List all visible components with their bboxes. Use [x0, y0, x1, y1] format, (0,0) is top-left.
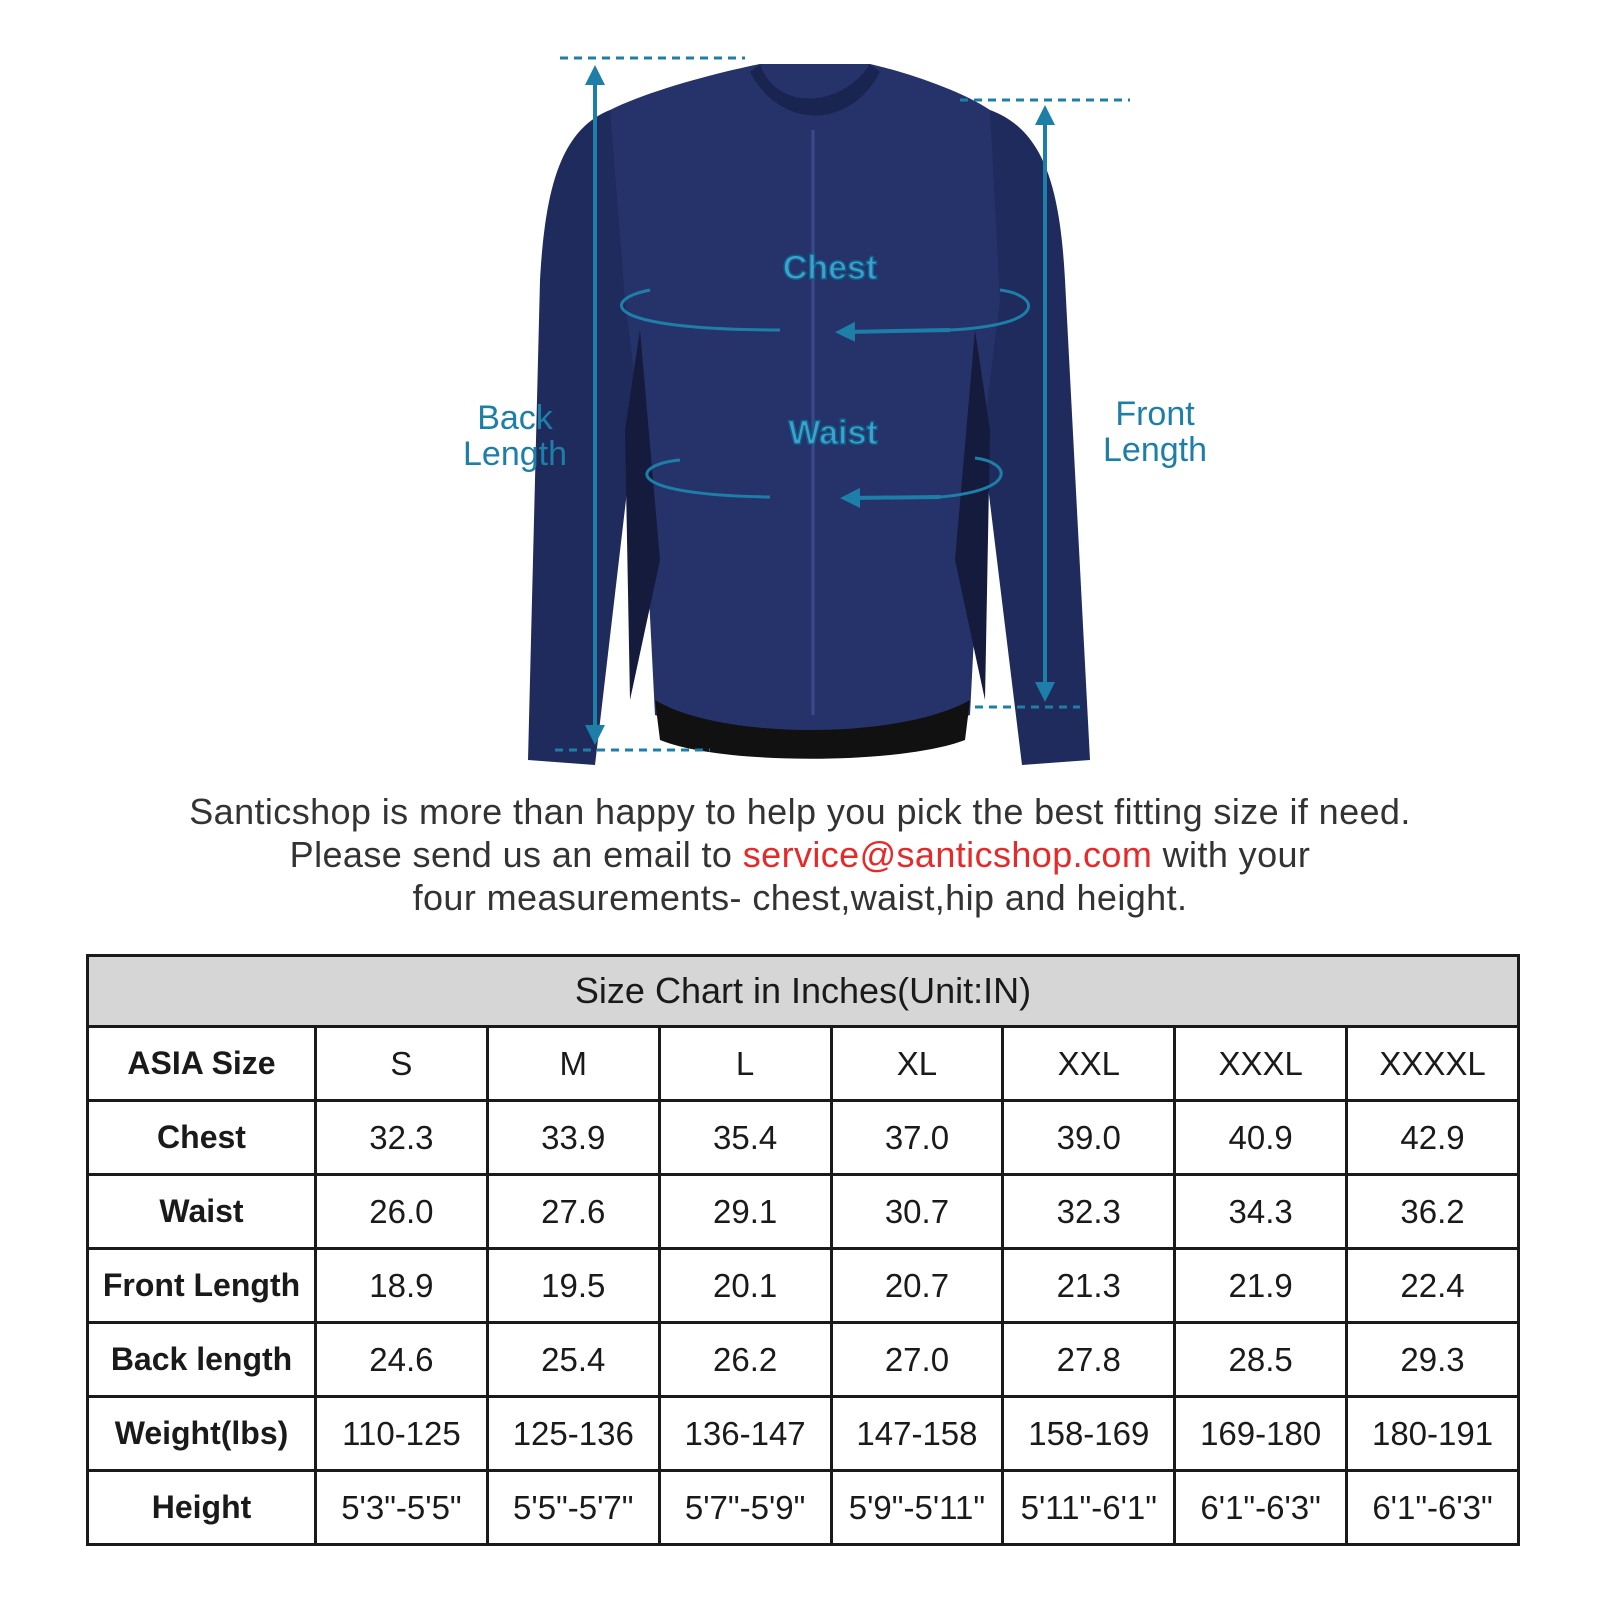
waist-label: Waist [788, 414, 878, 452]
help-message [0, 790, 1600, 919]
table-cell: 39.0 [1003, 1101, 1175, 1175]
help-message-line-2-start: Please send us an email to [289, 834, 743, 875]
table-cell: 33.9 [487, 1101, 659, 1175]
table-cell: 42.9 [1347, 1101, 1519, 1175]
front-length-label: Front Length [1103, 395, 1207, 469]
table-cell: 25.4 [487, 1323, 659, 1397]
table-cell: 180-191 [1347, 1397, 1519, 1471]
row-label: Back length [88, 1323, 316, 1397]
table-cell: 27.6 [487, 1175, 659, 1249]
row-label: Height [88, 1471, 316, 1545]
table-cell: 26.0 [316, 1175, 488, 1249]
table-cell: 29.1 [659, 1175, 831, 1249]
table-cell: 24.6 [316, 1323, 488, 1397]
table-cell: 169-180 [1175, 1397, 1347, 1471]
size-header-label: ASIA Size [88, 1027, 316, 1101]
table-cell: 32.3 [1003, 1175, 1175, 1249]
size-header-xxl: XXL [1003, 1027, 1175, 1101]
table-cell: 32.3 [316, 1101, 488, 1175]
table-cell: 37.0 [831, 1101, 1003, 1175]
table-cell: 5'3"-5'5" [316, 1471, 488, 1545]
table-cell: 147-158 [831, 1397, 1003, 1471]
size-table-body [88, 1101, 1519, 1545]
table-cell: 34.3 [1175, 1175, 1347, 1249]
row-label: Weight(lbs) [88, 1397, 316, 1471]
back-length-label: Back Length [463, 399, 567, 473]
table-cell: 158-169 [1003, 1397, 1175, 1471]
size-header-row [88, 1027, 1519, 1101]
table-row [88, 1101, 1519, 1175]
row-label: Front Length [88, 1249, 316, 1323]
table-cell: 36.2 [1347, 1175, 1519, 1249]
table-row [88, 1323, 1519, 1397]
table-cell: 40.9 [1175, 1101, 1347, 1175]
table-cell: 20.7 [831, 1249, 1003, 1323]
table-cell: 35.4 [659, 1101, 831, 1175]
table-cell: 125-136 [487, 1397, 659, 1471]
table-cell: 136-147 [659, 1397, 831, 1471]
size-chart-table [86, 954, 1520, 1546]
size-header-xxxl: XXXL [1175, 1027, 1347, 1101]
service-email-link[interactable]: service@santicshop.com [742, 834, 1153, 875]
table-cell: 30.7 [831, 1175, 1003, 1249]
table-cell: 110-125 [316, 1397, 488, 1471]
table-cell: 5'7"-5'9" [659, 1471, 831, 1545]
help-message-line-1: Santicshop is more than happy to help you pick the best fitting size if need. [189, 791, 1411, 832]
size-header-l: L [659, 1027, 831, 1101]
table-cell: 5'5"-5'7" [487, 1471, 659, 1545]
table-row [88, 1397, 1519, 1471]
chest-label: Chest [782, 249, 878, 287]
table-cell: 28.5 [1175, 1323, 1347, 1397]
size-header-xl: XL [831, 1027, 1003, 1101]
help-message-line-2-end: with your [1152, 834, 1311, 875]
row-label: Waist [88, 1175, 316, 1249]
table-cell: 21.3 [1003, 1249, 1175, 1323]
table-row [88, 1175, 1519, 1249]
table-cell: 27.8 [1003, 1323, 1175, 1397]
help-message-line-3: four measurements- chest,waist,hip and height. [412, 877, 1188, 918]
table-cell: 19.5 [487, 1249, 659, 1323]
table-cell: 5'9"-5'11" [831, 1471, 1003, 1545]
table-cell: 21.9 [1175, 1249, 1347, 1323]
table-cell: 18.9 [316, 1249, 488, 1323]
table-cell: 5'11"-6'1" [1003, 1471, 1175, 1545]
table-row [88, 1471, 1519, 1545]
table-cell: 27.0 [831, 1323, 1003, 1397]
size-header-m: M [487, 1027, 659, 1101]
table-cell: 29.3 [1347, 1323, 1519, 1397]
size-header-s: S [316, 1027, 488, 1101]
size-header-xxxxl: XXXXL [1347, 1027, 1519, 1101]
table-cell: 26.2 [659, 1323, 831, 1397]
table-cell: 20.1 [659, 1249, 831, 1323]
table-cell: 6'1"-6'3" [1175, 1471, 1347, 1545]
table-cell: 6'1"-6'3" [1347, 1471, 1519, 1545]
size-chart-title: Size Chart in Inches(Unit:IN) [88, 956, 1519, 1027]
help-message-line-2 [0, 833, 1600, 876]
table-row [88, 1249, 1519, 1323]
table-cell: 22.4 [1347, 1249, 1519, 1323]
jersey-body [610, 64, 1000, 734]
row-label: Chest [88, 1101, 316, 1175]
